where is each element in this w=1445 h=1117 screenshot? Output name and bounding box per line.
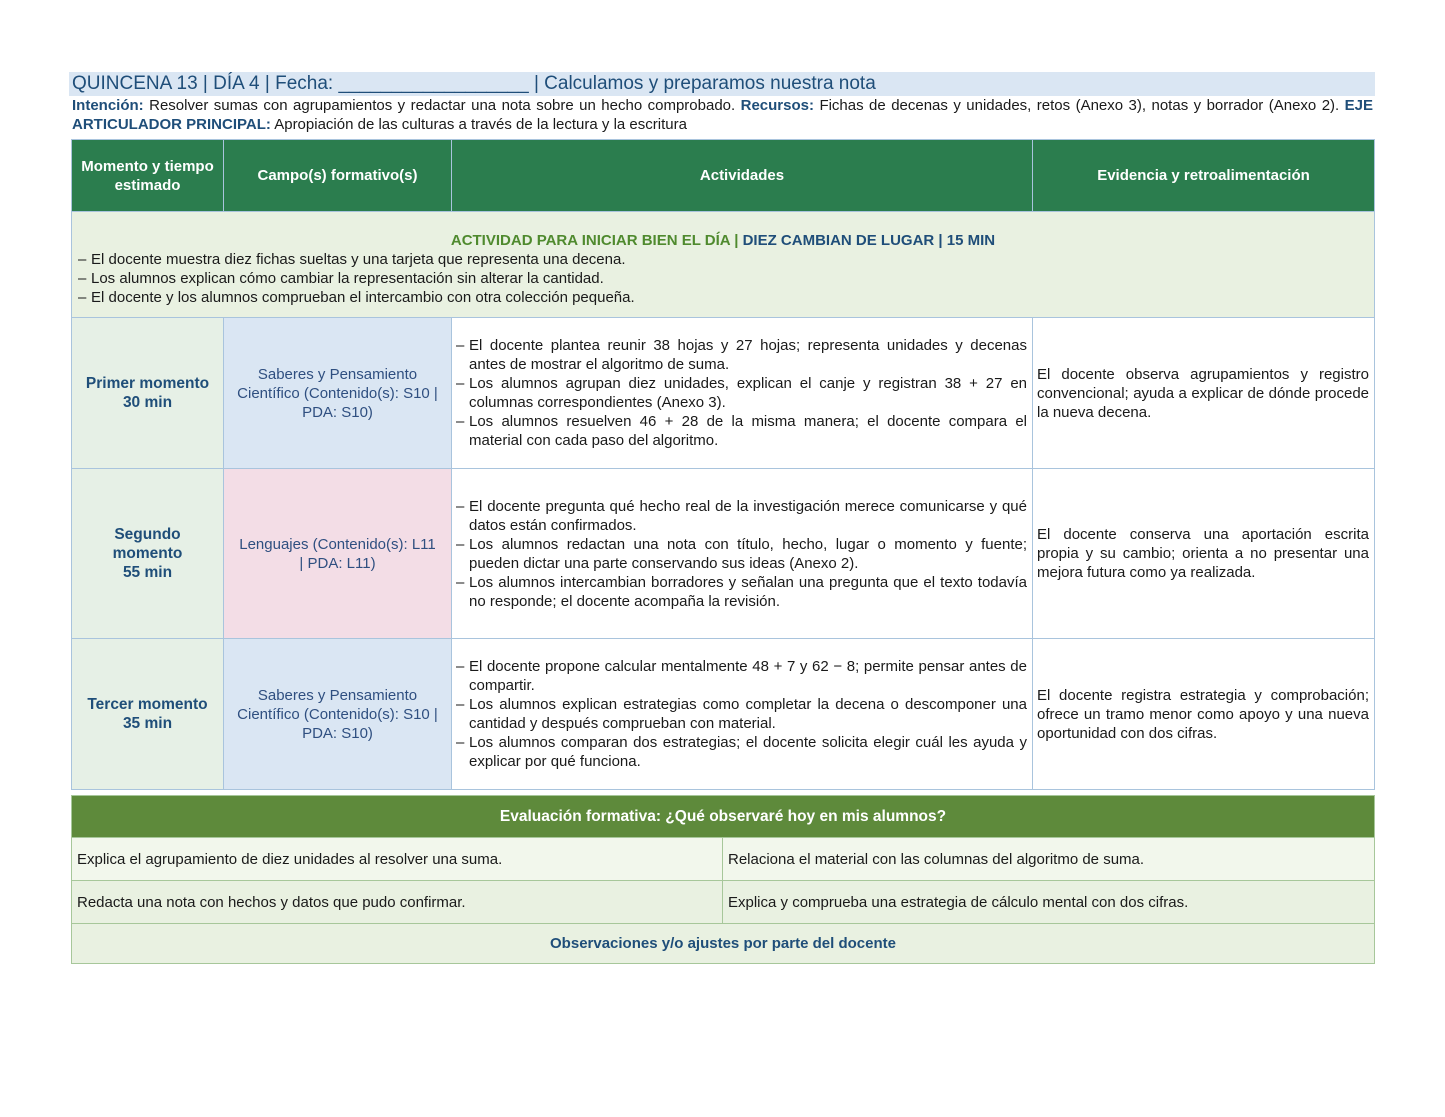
recursos-text: Fichas de decenas y unidades, retos (Anexo 3), notas y borrador (Anexo 2). (819, 97, 1340, 114)
intro-paragraph (72, 96, 1373, 134)
evaluation-title: Evaluación formativa: ¿Qué observaré hoy en mis alumnos? (72, 796, 1375, 838)
start-activity-cell (72, 212, 1375, 318)
list-item: – Los alumnos explican cómo cambiar la representación sin alterar la cantidad. (78, 269, 1368, 288)
table-row (72, 881, 1375, 924)
evaluation-item: Explica y comprueba una estrategia de cálculo mental con dos cifras. (723, 881, 1375, 924)
evaluation-item: Relaciona el material con las columnas del algoritmo de suma. (723, 838, 1375, 881)
eje-text: Apropiación de las culturas a través de la lectura y la escritura (274, 116, 687, 133)
list-item: – El docente muestra diez fichas sueltas y una tarjeta que representa una decena. (78, 250, 1368, 269)
eje-label: EJE ARTICULADOR PRINCIPAL: (72, 97, 1374, 133)
moment-name: Segundo momento (112, 526, 183, 562)
page-title: QUINCENA 13 | DÍA 4 | Fecha: __________________ | Calculamos y preparamos nuestra nota (69, 72, 1375, 96)
moment-cell (72, 469, 224, 639)
list-item: – Los alumnos resuelven 46 + 28 de la misma manera; el docente compara el material con cada paso del algoritmo. (456, 412, 1027, 450)
activities-cell (452, 639, 1033, 790)
start-activity-row (72, 212, 1375, 318)
start-activity-list (78, 250, 1368, 307)
evidence-cell: El docente observa agrupamientos y registro convencional; ayuda a explicar de dónde procede la nueva decena. (1033, 318, 1375, 469)
observations-row (72, 924, 1375, 964)
intencion-label: Intención: (72, 97, 144, 114)
table-row (72, 838, 1375, 881)
activities-list (456, 497, 1027, 611)
start-activity-title (78, 232, 1368, 249)
evaluation-item: Redacta una nota con hechos y datos que pudo confirmar. (72, 881, 723, 924)
list-item: – Los alumnos explican estrategias como completar la decena o descomponer una cantidad y después comprueban con material. (456, 695, 1027, 733)
activities-list (456, 336, 1027, 450)
list-item: – Los alumnos redactan una nota con título, hecho, lugar o momento y fuente; pueden dictar una parte conservando sus ideas (Anexo 2). (456, 535, 1027, 573)
evidence-cell: El docente conserva una aportación escrita propia y su cambio; orienta a no presentar una mejora futura como ya realizada. (1033, 469, 1375, 639)
campo-cell: Saberes y Pensamiento Científico (Contenido(s): S10 | PDA: S10) (224, 318, 452, 469)
activities-cell (452, 469, 1033, 639)
start-activity-title-a: ACTIVIDAD PARA INICIAR BIEN EL DÍA | (450, 232, 739, 249)
table-row (72, 639, 1375, 790)
intencion-text: Resolver sumas con agrupamientos y redactar una nota sobre un hecho comprobado. (149, 97, 736, 114)
table-row (72, 318, 1375, 469)
moment-cell (72, 639, 224, 790)
evidence-cell: El docente registra estrategia y comprobación; ofrece un tramo menor como apoyo y una nueva oportunidad con dos cifras. (1033, 639, 1375, 790)
moment-cell (72, 318, 224, 469)
header-actividades: Actividades (452, 140, 1033, 212)
campo-cell: Saberes y Pensamiento Científico (Contenido(s): S10 | PDA: S10) (224, 639, 452, 790)
start-activity-title-b: DIEZ CAMBIAN DE LUGAR | 15 MIN (742, 232, 996, 249)
evaluation-header-row (72, 796, 1375, 838)
table-row (72, 469, 1375, 639)
evaluation-table (71, 795, 1375, 964)
campo-cell: Lenguajes (Contenido(s): L11 | PDA: L11) (224, 469, 452, 639)
list-item: – El docente y los alumnos comprueban el intercambio con otra colección pequeña. (78, 288, 1368, 307)
moment-time: 30 min (122, 394, 173, 411)
recursos-label: Recursos: (740, 97, 814, 114)
header-momento: Momento y tiempo estimado (72, 140, 224, 212)
table-header-row (72, 140, 1375, 212)
list-item: – Los alumnos comparan dos estrategias; el docente solicita elegir cuál les ayuda y explicar por qué funciona. (456, 733, 1027, 771)
header-evidencia: Evidencia y retroalimentación (1033, 140, 1375, 212)
list-item: – El docente pregunta qué hecho real de la investigación merece comunicarse y qué datos están confirmados. (456, 497, 1027, 535)
list-item: – El docente propone calcular mentalmente 48 + 7 y 62 − 8; permite pensar antes de compartir. (456, 657, 1027, 695)
list-item: – Los alumnos agrupan diez unidades, explican el canje y registran 38 + 27 en columnas correspondientes (Anexo 3). (456, 374, 1027, 412)
moment-name: Tercer momento (87, 696, 208, 713)
moment-time: 35 min (122, 715, 173, 732)
moment-time: 55 min (122, 564, 173, 581)
list-item: – Los alumnos intercambian borradores y señalan una pregunta que el texto todavía no responde; el docente acompaña la revisión. (456, 573, 1027, 611)
list-item: – El docente plantea reunir 38 hojas y 27 hojas; representa unidades y decenas antes de mostrar el algoritmo de suma. (456, 336, 1027, 374)
header-campo: Campo(s) formativo(s) (224, 140, 452, 212)
evaluation-item: Explica el agrupamiento de diez unidades al resolver una suma. (72, 838, 723, 881)
moment-name: Primer momento (85, 375, 210, 392)
planning-table (71, 139, 1375, 790)
activities-list (456, 657, 1027, 771)
observations-label: Observaciones y/o ajustes por parte del docente (72, 924, 1375, 964)
activities-cell (452, 318, 1033, 469)
